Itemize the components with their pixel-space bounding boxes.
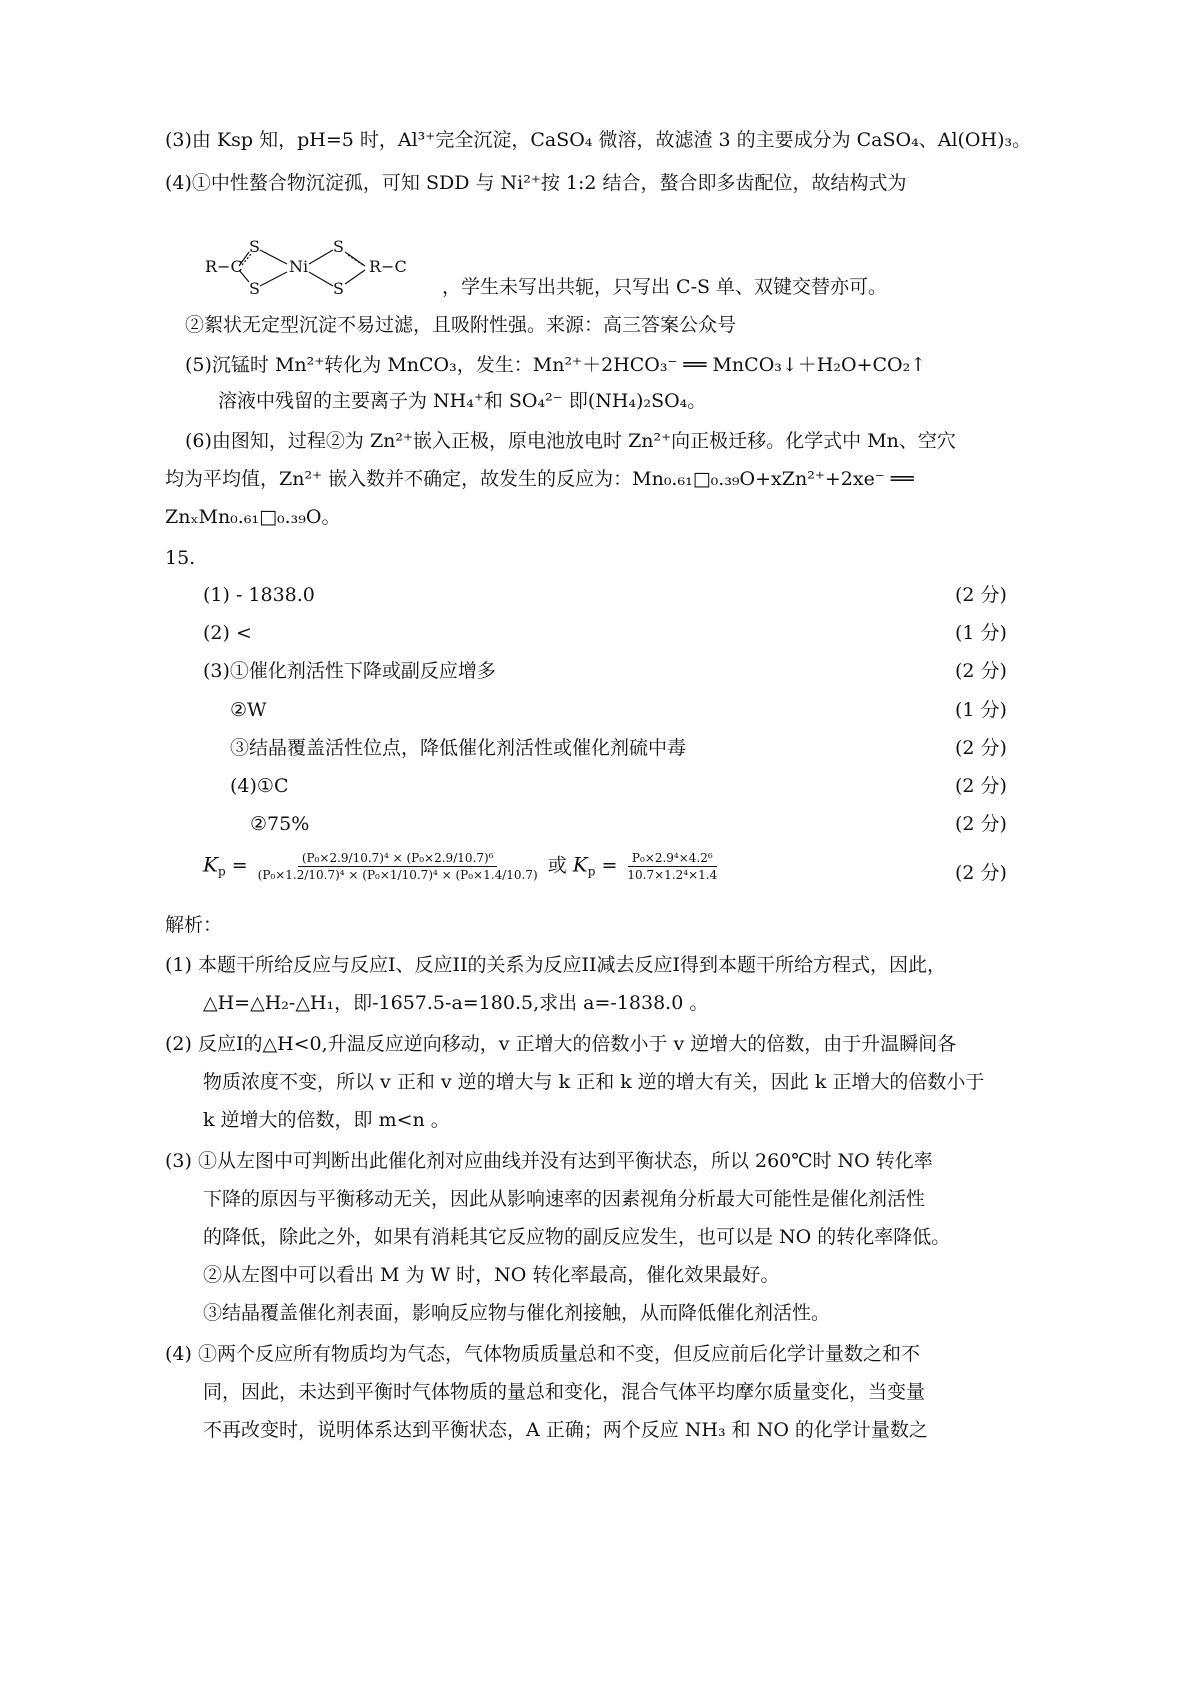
- analysis-4-line3: 不再改变时，说明体系达到平衡状态，A 正确；两个反应 NH₃ 和 NO 的化学计量数之: [203, 1419, 928, 1441]
- analysis-1-line2: △H=△H₂-△H₁，即-1657.5-a=180.5,求出 a=-1838.0 。: [203, 992, 709, 1014]
- analysis-3-line5: ③结晶覆盖催化剂表面，影响反应物与催化剂接触，从而降低催化剂活性。: [203, 1302, 831, 1324]
- answer-3-3: ③结晶覆盖活性位点，降低催化剂活性或催化剂硫中毒: [230, 737, 687, 759]
- nickel-atom: Ni: [289, 257, 309, 276]
- question-number: 15.: [165, 547, 196, 569]
- sulfur-atom: S: [333, 237, 344, 256]
- answer-4-1: (4)①C: [230, 775, 289, 797]
- analysis-4-line1: (4) ①两个反应所有物质均为气态，气体物质质量总和不变，但反应前后化学计量数之和不: [165, 1343, 920, 1365]
- kp-fraction-1-denominator: (P₀×1.2/10.7)⁴ × (P₀×1/10.7)⁴ × (P₀×1.4/10.7): [257, 868, 538, 882]
- analysis-2-line1: (2) 反应I的△H<0,升温反应逆向移动，v 正增大的倍数小于 v 逆增大的倍数，由于升温瞬间各: [165, 1033, 957, 1055]
- para-4-intro: (4)①中性螯合物沉淀孤，可知 SDD 与 Ni²⁺按 1:2 结合，螯合即多齿配位，故结构式为: [165, 172, 907, 194]
- answer-4-2: ②75%: [250, 813, 310, 835]
- analysis-3-line1: (3) ①从左图中可判断出此催化剂对应曲线并没有达到平衡状态，所以 260℃时 NO 转化率: [165, 1150, 933, 1172]
- ni-chelate-structure: [205, 232, 435, 302]
- analysis-1-line1: (1) 本题干所给反应与反应I、反应II的关系为反应II减去反应I得到本题干所给方程式，因此，: [165, 954, 946, 976]
- kp-symbol-2: K: [572, 852, 588, 877]
- answer-3-1: (3)①催化剂活性下降或副反应增多: [203, 660, 496, 682]
- analysis-3-line4: ②从左图中可以看出 M 为 W 时，NO 转化率最高，催化效果最好。: [203, 1264, 780, 1286]
- answer-2-score: (1 分): [955, 622, 1007, 644]
- analysis-4-line2: 同，因此，未达到平衡时气体物质的量总和变化，混合气体平均摩尔质量变化，当变量: [203, 1381, 926, 1403]
- answer-4-1-score: (2 分): [955, 775, 1007, 797]
- kp-subscript: p: [217, 864, 226, 879]
- para-6-line2: 均为平均值，Zn²⁺ 嵌入数并不确定，故发生的反应为：Mn₀.₆₁□₀.₃₉O+xZn²⁺+2xe⁻ ══: [165, 468, 914, 490]
- kp-expression: $K_p$ = $\frac{\text{(P₀×2.9/10.7)⁴ × (P₀×2.9/10.7)⁶}}{\text{(P₀×1.2/10.7)⁴ × (P₀×1/10.7)⁴ × (P₀×1.4/10.7)}}$ 或 $K_p$ = $\frac{\text{P₀×2.9⁴×4.2⁶}}{\text{10.7×1.2⁴×1.4}}$: [203, 850, 721, 883]
- answer-3-2: ②W: [230, 699, 267, 721]
- kp-score: (2 分): [955, 862, 1007, 884]
- kp-fraction-2: [623, 850, 721, 883]
- kp-fraction-2-denominator: 10.7×1.2⁴×1.4: [627, 868, 718, 882]
- right-r-group: R−C: [369, 257, 407, 276]
- para-4-2: ②絮状无定型沉淀不易过滤，且吸附性强。来源：高三答案公众号: [185, 314, 737, 336]
- analysis-heading: 解析：: [165, 914, 223, 936]
- kp-fraction-1: [254, 850, 542, 883]
- answer-3-3-score: (2 分): [955, 737, 1007, 759]
- kp-fraction-1-numerator: (P₀×2.9/10.7)⁴ × (P₀×2.9/10.7)⁶: [298, 850, 498, 867]
- kp-subscript-2: p: [587, 864, 596, 879]
- sulfur-atom: S: [249, 279, 260, 298]
- answer-2: (2) <: [203, 622, 252, 644]
- answer-4-2-score: (2 分): [955, 813, 1007, 835]
- answer-1-score: (2 分): [955, 584, 1007, 606]
- para-5-ions: 溶液中残留的主要离子为 NH₄⁺和 SO₄²⁻ 即(NH₄)₂SO₄。: [218, 390, 707, 412]
- para-4-note: ，学生未写出共轭，只写出 C-S 单、双键交替亦可。: [442, 276, 888, 298]
- answer-3-1-score: (2 分): [955, 660, 1007, 682]
- para-6-line3: ZnₓMn₀.₆₁□₀.₃₉O。: [165, 506, 341, 528]
- analysis-2-line2: 物质浓度不变，所以 v 正和 v 逆的增大与 k 正和 k 逆的增大有关，因此 k 正增大的倍数小于: [203, 1071, 985, 1093]
- para-6-line1: (6)由图知，过程②为 Zn²⁺嵌入正极，原电池放电时 Zn²⁺向正极迁移。化学式中 Mn、空穴: [185, 430, 956, 452]
- kp-symbol: K: [203, 852, 218, 877]
- analysis-2-line3: k 逆增大的倍数，即 m<n 。: [203, 1109, 450, 1131]
- chelate-diagram: [205, 232, 435, 302]
- sulfur-atom: S: [249, 237, 260, 256]
- sulfur-atom: S: [333, 279, 344, 298]
- answer-3-2-score: (1 分): [955, 699, 1007, 721]
- analysis-3-line3: 的降低，除此之外，如果有消耗其它反应物的副反应发生，也可以是 NO 的转化率降低。: [203, 1226, 951, 1248]
- para-5-equation: (5)沉锰时 Mn²⁺转化为 MnCO₃，发生：Mn²⁺＋2HCO₃⁻ ══ MnCO₃↓＋H₂O+CO₂↑: [185, 354, 927, 376]
- left-r-group: R−C: [205, 257, 243, 276]
- kp-or: 或: [547, 854, 567, 877]
- analysis-3-line2: 下降的原因与平衡移动无关，因此从影响速率的因素视角分析最大可能性是催化剂活性: [203, 1188, 926, 1210]
- kp-fraction-2-numerator: P₀×2.9⁴×4.2⁶: [628, 850, 717, 867]
- answer-1: (1) - 1838.0: [203, 584, 315, 606]
- para-3: (3)由 Ksp 知，pH=5 时，Al³⁺完全沉淀，CaSO₄ 微溶，故滤渣 3 的主要成分为 CaSO₄、Al(OH)₃。: [165, 129, 1032, 151]
